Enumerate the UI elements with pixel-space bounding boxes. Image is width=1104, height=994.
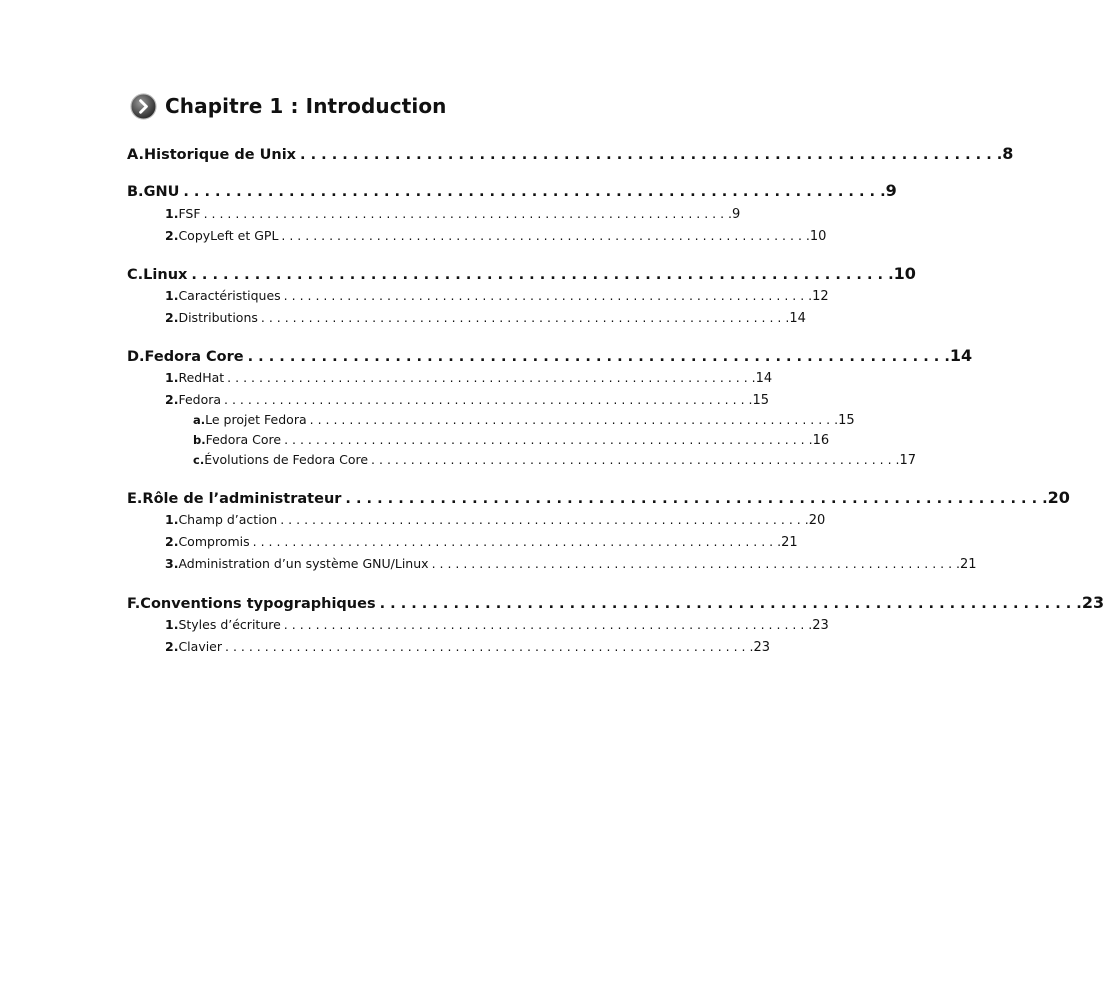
item-title: Le projet Fedora [205,412,307,427]
toc-item-d2c[interactable] [193,452,917,468]
subsection-title: Fedora [178,392,222,407]
page-number: 17 [899,453,917,468]
subsection-marker: 2. [165,228,179,243]
section-marker: D. [127,349,145,365]
section-title: Rôle de l’administrateur [142,491,342,507]
subsection-marker: 1. [165,512,179,527]
dot-leader: . . . . . . . . . . . . . . . . . . . . . . . . . . . . . . . . . . . . . . . . . . . . . . . . . . . . . . . . . . . . . . . . . . . [284,432,813,447]
subsection-title: Clavier [178,639,223,654]
chapter-header [130,88,447,124]
toc-subsection-b1[interactable] [165,206,741,222]
subsection-title: Compromis [178,534,250,549]
item-title: Fedora Core [205,432,282,447]
page-number: 20 [808,513,826,528]
page-number: 20 [1047,488,1070,507]
toc-subsection-c2[interactable] [165,310,806,326]
page-number: 23 [812,618,829,633]
section-title: Conventions typographiques [140,596,376,612]
item-title: Évolutions de Fedora Core [204,452,369,467]
subsection-marker: 2. [165,392,179,407]
dot-leader: . . . . . . . . . . . . . . . . . . . . . . . . . . . . . . . . . . . . . . . . . . . . . . . . . . . . . . . . . . . . . . . . . . . [260,310,790,325]
dot-leader: . . . . . . . . . . . . . . . . . . . . . . . . . . . . . . . . . . . . . . . . . . . . . . . . . . . . . . . . . . . . . . . . . . . [225,639,754,654]
page-number: 23 [753,640,771,655]
section-marker: F. [127,596,141,612]
dot-leader: . . . . . . . . . . . . . . . . . . . . . . . . . . . . . . . . . . . . . . . . . . . . . . . . . . . . . . . . . . . . . . . . . . . [283,617,813,632]
subsection-marker: 2. [165,310,179,325]
page-number: 14 [949,346,973,365]
section-marker: A. [127,147,144,163]
subsection-title: Styles d’écriture [178,617,281,632]
dot-leader: . . . . . . . . . . . . . . . . . . . . . . . . . . . . . . . . . . . . . . . . . . . . . . . . . . . . . . . . . . . . . . . . . . . [224,392,753,407]
subsection-title: Administration d’un système GNU/Linux [178,556,429,571]
toc-subsection-e2[interactable] [165,534,798,550]
dot-leader: . . . . . . . . . . . . . . . . . . . . . . . . . . . . . . . . . . . . . . . . . . . . . . . . . . . . . . . . . . . . . . . . . . . [345,491,1048,507]
subsection-marker: 2. [165,639,179,654]
toc-section-a[interactable] [127,144,1014,163]
toc-section-c[interactable] [127,264,916,283]
dot-leader: . . . . . . . . . . . . . . . . . . . . . . . . . . . . . . . . . . . . . . . . . . . . . . . . . . . . . . . . . . . . . . . . . . . [281,228,810,243]
subsection-title: Caractéristiques [178,288,281,303]
page-number: 9 [885,181,897,200]
dot-leader: . . . . . . . . . . . . . . . . . . . . . . . . . . . . . . . . . . . . . . . . . . . . . . . . . . . . . . . . . . . . . . . . . . . [300,147,1003,163]
subsection-title: Distributions [178,310,258,325]
dot-leader: . . . . . . . . . . . . . . . . . . . . . . . . . . . . . . . . . . . . . . . . . . . . . . . . . . . . . . . . . . . . . . . . . . . [379,596,1082,612]
subsection-title: Champ d’action [178,512,278,527]
dot-leader: . . . . . . . . . . . . . . . . . . . . . . . . . . . . . . . . . . . . . . . . . . . . . . . . . . . . . . . . . . . . . . . . . . . [247,349,950,365]
subsection-title: CopyLeft et GPL [178,228,279,243]
page-number: 15 [838,413,855,428]
toc-item-d2a[interactable] [193,412,855,428]
page-number: 21 [781,535,798,550]
dot-leader: . . . . . . . . . . . . . . . . . . . . . . . . . . . . . . . . . . . . . . . . . . . . . . . . . . . . . . . . . . . . . . . . . . . [283,288,813,303]
toc-subsection-f2[interactable] [165,639,771,655]
dot-leader: . . . . . . . . . . . . . . . . . . . . . . . . . . . . . . . . . . . . . . . . . . . . . . . . . . . . . . . . . . . . . . . . . . . [252,534,782,549]
page-number: 14 [755,371,773,386]
page-number: 21 [960,557,977,572]
page-number: 10 [893,264,916,283]
toc-subsection-e3[interactable] [165,556,977,572]
section-title: Historique de Unix [144,147,297,163]
item-marker: c. [193,453,205,467]
page-number: 12 [812,289,829,304]
toc-subsection-e1[interactable] [165,512,826,528]
page-number: 9 [732,207,741,222]
section-marker: C. [127,267,144,283]
subsection-marker: 2. [165,534,179,549]
subsection-marker: 1. [165,206,179,221]
dot-leader: . . . . . . . . . . . . . . . . . . . . . . . . . . . . . . . . . . . . . . . . . . . . . . . . . . . . . . . . . . . . . . . . . . . [183,184,886,200]
dot-leader: . . . . . . . . . . . . . . . . . . . . . . . . . . . . . . . . . . . . . . . . . . . . . . . . . . . . . . . . . . . . . . . . . . . [203,206,733,221]
page-number: 10 [809,229,827,244]
subsection-title: RedHat [178,370,225,385]
section-marker: B. [127,184,144,200]
toc-subsection-b2[interactable] [165,228,827,244]
page-number: 23 [1081,593,1104,612]
toc-subsection-c1[interactable] [165,288,829,304]
section-title: GNU [143,184,180,200]
item-marker: b. [193,433,206,447]
page-number: 16 [812,433,830,448]
subsection-marker: 1. [165,288,179,303]
chapter-title: Chapitre 1 : Introduction [165,94,447,118]
dot-leader: . . . . . . . . . . . . . . . . . . . . . . . . . . . . . . . . . . . . . . . . . . . . . . . . . . . . . . . . . . . . . . . . . . . [309,412,839,427]
toc-section-e[interactable] [127,488,1070,507]
dot-leader: . . . . . . . . . . . . . . . . . . . . . . . . . . . . . . . . . . . . . . . . . . . . . . . . . . . . . . . . . . . . . . . . . . . [227,370,756,385]
subsection-marker: 3. [165,556,179,571]
section-title: Fedora Core [144,349,244,365]
toc-subsection-d2[interactable] [165,392,770,408]
toc-section-d[interactable] [127,346,973,365]
section-title: Linux [143,267,188,283]
dot-leader: . . . . . . . . . . . . . . . . . . . . . . . . . . . . . . . . . . . . . . . . . . . . . . . . . . . . . . . . . . . . . . . . . . . [431,556,961,571]
toc-section-b[interactable] [127,181,897,200]
subsection-title: FSF [178,206,201,221]
subsection-marker: 1. [165,370,179,385]
section-marker: E. [127,491,143,507]
toc-item-d2b[interactable] [193,432,830,448]
page-number: 14 [789,311,806,326]
page-number: 15 [752,393,770,408]
subsection-marker: 1. [165,617,179,632]
dot-leader: . . . . . . . . . . . . . . . . . . . . . . . . . . . . . . . . . . . . . . . . . . . . . . . . . . . . . . . . . . . . . . . . . . . [371,452,900,467]
dot-leader: . . . . . . . . . . . . . . . . . . . . . . . . . . . . . . . . . . . . . . . . . . . . . . . . . . . . . . . . . . . . . . . . . . . [280,512,809,527]
dot-leader: . . . . . . . . . . . . . . . . . . . . . . . . . . . . . . . . . . . . . . . . . . . . . . . . . . . . . . . . . . . . . . . . . . . [191,267,894,283]
toc-subsection-d1[interactable] [165,370,773,386]
item-marker: a. [193,413,206,427]
toc-subsection-f1[interactable] [165,617,829,633]
page-number: 8 [1002,144,1014,163]
toc-section-f[interactable] [127,593,1104,612]
chevron-right-circle-icon [130,93,157,120]
